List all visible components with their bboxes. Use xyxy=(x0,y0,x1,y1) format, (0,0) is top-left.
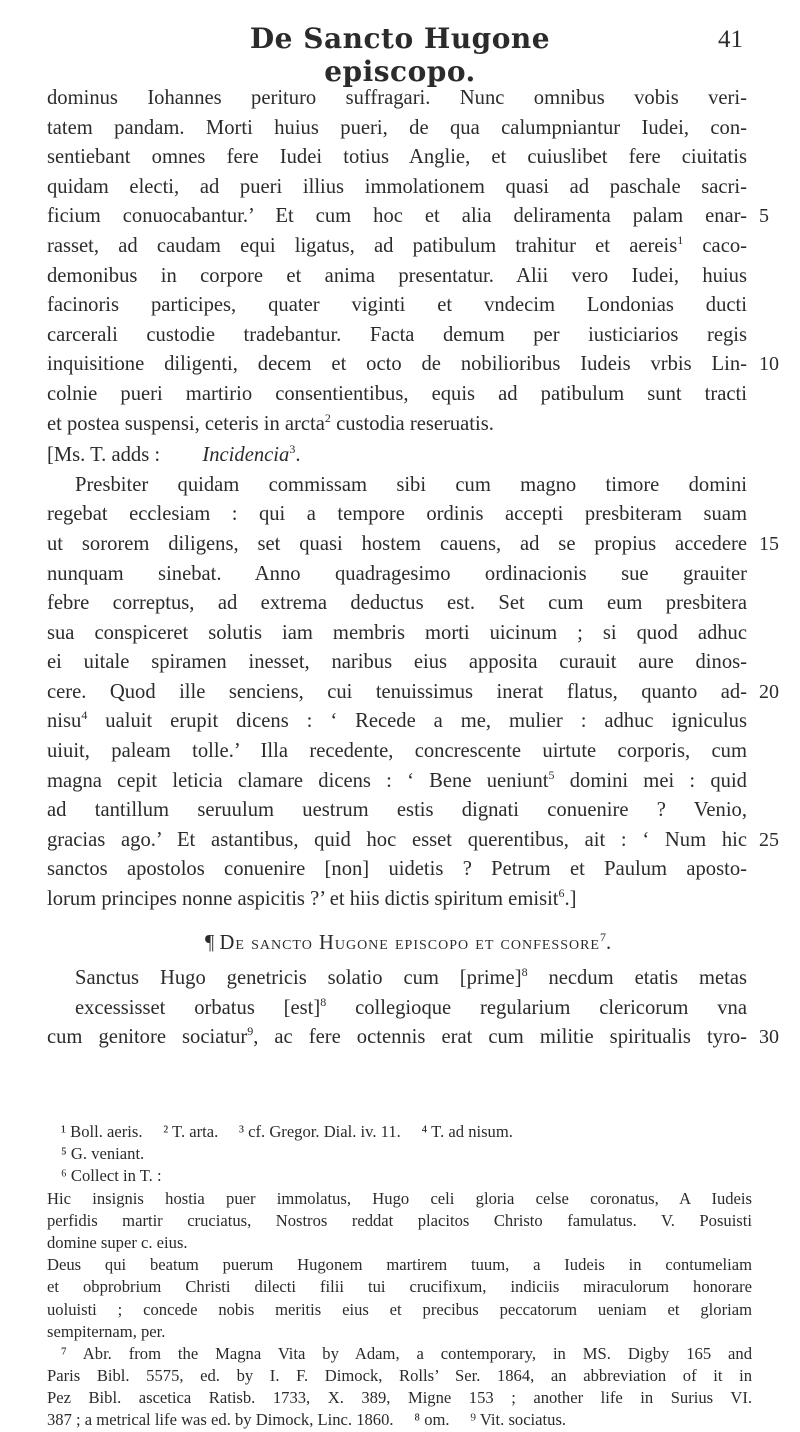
text-line xyxy=(47,114,747,144)
line-text: demonibus in corpore et anima presentatur. Alii vero Iudei, huius xyxy=(47,264,747,287)
footnote-ref: 2 xyxy=(324,410,331,425)
footnote-line: Deus qui beatum puerum Hugonem martirem tuum, a Iudeis in contumeliam xyxy=(47,1255,752,1275)
line-text: ei uitale spiramen inesset, naribus eius apposita curauit aure dinos- xyxy=(47,651,747,674)
line-text: inquisitione diligenti, decem et octo de nobilioribus Iudeis vrbis Lin- xyxy=(47,353,747,376)
line-number: 20 xyxy=(759,680,779,703)
section-heading-end: . xyxy=(606,931,612,954)
footnote-ref: 1 xyxy=(677,233,684,248)
footnote-ref: 8 xyxy=(521,965,528,980)
ms-note-label: [Ms. T. adds : xyxy=(47,444,161,467)
line-text-pre: rasset, ad caudam equi ligatus, ad patibulum trahitur et aereis xyxy=(47,234,678,257)
incidencia-paragraph xyxy=(47,471,779,915)
spacer xyxy=(47,915,747,929)
line-text xyxy=(47,707,747,737)
section-heading-text: De sancto Hugone episcopo et confessore xyxy=(219,931,600,954)
line-text-post: collegioque regularium clericorum vna xyxy=(326,996,747,1019)
footnote-ref: 6 xyxy=(558,886,565,901)
line-text xyxy=(75,964,747,994)
line-text-pre: cum genitore sociatur xyxy=(47,1026,248,1049)
section-heading xyxy=(47,929,747,959)
footnote-line: Hic insignis hostia puer immolatus, Hugo celi gloria celse coronatus, A Iudeis xyxy=(47,1188,752,1208)
line-number: 15 xyxy=(759,532,779,555)
text-line xyxy=(47,826,779,856)
text-line xyxy=(47,471,747,501)
footnote-ref: 3 xyxy=(289,442,296,457)
text-line xyxy=(47,855,747,885)
line-text-post: .] xyxy=(564,888,577,911)
footnote-line: 387 ; a metrical life was ed. by Dimock, Linc. 1860. ⁸ om. ⁹ Vit. sociatus. xyxy=(47,1410,567,1430)
text-line xyxy=(47,202,769,232)
line-text: ut sororem diligens, set quasi hostem cauens, ad se propius accedere xyxy=(47,532,747,555)
text-line xyxy=(47,321,747,351)
pilcrow-mark: ¶ xyxy=(205,931,215,954)
footnote-line: ⁵ G. veniant. xyxy=(61,1144,145,1164)
text-line xyxy=(47,173,747,203)
line-text-pre: nisu xyxy=(47,710,82,733)
footnote-ref: 4 xyxy=(81,708,88,723)
line-text-post: ualuit erupit dicens : ‘ Recede a me, mulier : adhuc igniculus xyxy=(87,710,747,733)
line-text: gracias ago.’ Et astantibus, quid hoc esset querentibus, ait : ‘ Num hic xyxy=(47,828,747,851)
line-text-post: necdum etatis metas xyxy=(527,967,747,990)
line-text: colnie pueri martirio consentientibus, equis ad patibulum sunt tracti xyxy=(47,382,747,405)
footnote-line: Paris Bibl. 5575, ed. by I. F. Dimock, Rolls’ Ser. 1864, an abbreviation of it in xyxy=(47,1366,752,1386)
text-line xyxy=(47,619,747,649)
line-text: nunquam sinebat. Anno quadragesimo ordinacionis sue grauiter xyxy=(47,562,747,585)
line-text: cere. Quod ille senciens, cui tenuissimus inerat flatus, quanto ad- xyxy=(47,680,747,703)
text-line xyxy=(47,560,747,590)
line-text: sentiebant omnes fere Iudei totius Anglie, et cuiuslibet fere ciuitatis xyxy=(47,146,747,169)
text-line xyxy=(47,994,747,1024)
text-line xyxy=(47,232,747,262)
text-line xyxy=(47,648,747,678)
footnote-ref: 5 xyxy=(548,767,555,782)
footnote-line: sempiternam, per. xyxy=(47,1321,166,1341)
line-text: regebat ecclesiam : qui a tempore ordinis accepti presbiteram suam xyxy=(47,503,747,526)
text-line xyxy=(47,737,747,767)
footnote-line: ⁷ Abr. from the Magna Vita by Adam, a contemporary, in MS. Digby 165 and xyxy=(61,1343,752,1363)
line-number: 10 xyxy=(759,353,779,376)
text-line xyxy=(47,380,747,410)
text-line xyxy=(47,291,747,321)
line-text: sua conspiceret solutis iam membris morti uicinum ; si quod adhuc xyxy=(47,621,747,644)
footnote-ref: 8 xyxy=(320,994,327,1009)
footnote-line: ⁶ Collect in T. : xyxy=(61,1166,162,1186)
footnote-line: domine super c. eius. xyxy=(47,1232,188,1252)
line-text-post: , ac fere octennis erat cum militie spiritualis tyro- xyxy=(253,1026,747,1049)
footnote-ref: 9 xyxy=(247,1024,254,1039)
line-text-pre: magna cepit leticia clamare dicens : ‘ Bene ueniunt xyxy=(47,769,549,792)
running-title: De Sancto Hugone episcopo. xyxy=(249,22,551,88)
line-text xyxy=(47,410,747,440)
ms-note-line xyxy=(47,441,747,471)
text-line xyxy=(47,589,747,619)
text-line xyxy=(47,84,747,114)
text-line xyxy=(47,530,779,560)
line-text: carcerali custodie tradebantur. Facta demum per iusticiarios regis xyxy=(47,323,747,346)
line-text-pre: Sanctus Hugo genetricis solatio cum [prime] xyxy=(75,967,522,990)
line-text: ad tantillum seruulum uestrum estis dignati conuenire ? Venio, xyxy=(47,799,747,822)
ms-note-end: . xyxy=(295,444,301,467)
line-text xyxy=(47,767,747,797)
text-line xyxy=(47,885,747,915)
footnote-ref: 7 xyxy=(600,929,606,944)
text-line xyxy=(47,707,747,737)
narrative-paragraph xyxy=(47,84,779,439)
footnote-line: et obprobrium Christi dilecti filii tui crucifixum, indiciis miraculorum honorare xyxy=(47,1277,752,1297)
text-line xyxy=(47,678,779,708)
hugo-paragraph xyxy=(47,964,779,1053)
line-text: tatem pandam. Morti huius pueri, de qua calumpniantur Iudei, con- xyxy=(47,116,747,139)
line-text xyxy=(47,885,747,915)
line-text: febre correptus, ad extrema deductus est. Set cum eum presbitera xyxy=(47,592,747,615)
line-number: 30 xyxy=(759,1026,779,1049)
line-text: Presbiter quidam commissam sibi cum magno timore domini xyxy=(75,473,747,496)
text-line xyxy=(47,964,747,994)
main-text xyxy=(47,84,779,1053)
line-text-pre: lorum principes nonne aspicitis ?’ et hiis dictis spiritum emisit xyxy=(47,888,559,911)
text-line xyxy=(47,1023,779,1053)
text-line xyxy=(47,796,747,826)
line-number: 25 xyxy=(759,828,779,851)
text-line xyxy=(47,410,747,440)
line-text-post: custodia reseruatis. xyxy=(330,412,494,435)
line-text-pre: et postea suspensi, ceteris in arcta xyxy=(47,412,325,435)
text-line xyxy=(47,262,747,292)
text-line xyxy=(47,350,779,380)
ms-note-title: Incidencia xyxy=(202,444,290,467)
line-text: uiuit, paleam tolle.’ Illa recedente, concrescente uirtute corporis, cum xyxy=(47,740,747,763)
line-text: quidam electi, ad pueri illius immolationem quasi ad paschale sacri- xyxy=(47,175,747,198)
text-line xyxy=(47,500,747,530)
footnote-line: perfidis martir cruciatus, Nostros reddat placitos Christo famulatus. V. Posuisti xyxy=(47,1210,752,1230)
footnote-line: ¹ Boll. aeris. ² T. arta. ³ cf. Gregor. Dial. iv. 11. ⁴ T. ad nisum. xyxy=(61,1122,513,1141)
line-text xyxy=(47,232,747,262)
line-text: facinoris participes, quater viginti et vndecim Londonias ducti xyxy=(47,294,747,317)
footnotes xyxy=(47,1121,752,1432)
footnote-line: Pez Bibl. ascetica Ratisb. 1733, X. 389, Migne 153 ; another life in Surius VI. xyxy=(47,1388,752,1408)
line-text-post: caco- xyxy=(683,234,747,257)
line-text: dominus Iohannes perituro suffragari. Nunc omnibus vobis veri- xyxy=(47,87,747,109)
line-text-pre: excessisset orbatus [est] xyxy=(75,996,321,1019)
line-text: ficium conuocabantur.’ Et cum hoc et alia deliramenta palam enar- xyxy=(47,205,747,228)
text-line xyxy=(47,767,747,797)
line-number: 5 xyxy=(759,205,769,228)
line-text xyxy=(47,1023,747,1053)
line-text: sanctos apostolos conuenire [non] uidetis ? Petrum et Paulum aposto- xyxy=(47,858,747,881)
line-text-post: domini mei : quid xyxy=(554,769,747,792)
page-header xyxy=(0,22,800,88)
page-number: 41 xyxy=(718,26,743,53)
footnote-line: uoluisti ; concede nobis meritis eius et precibus peccatorum ueniam et gloriam xyxy=(47,1299,752,1319)
text-line xyxy=(47,143,747,173)
line-text xyxy=(75,994,747,1024)
